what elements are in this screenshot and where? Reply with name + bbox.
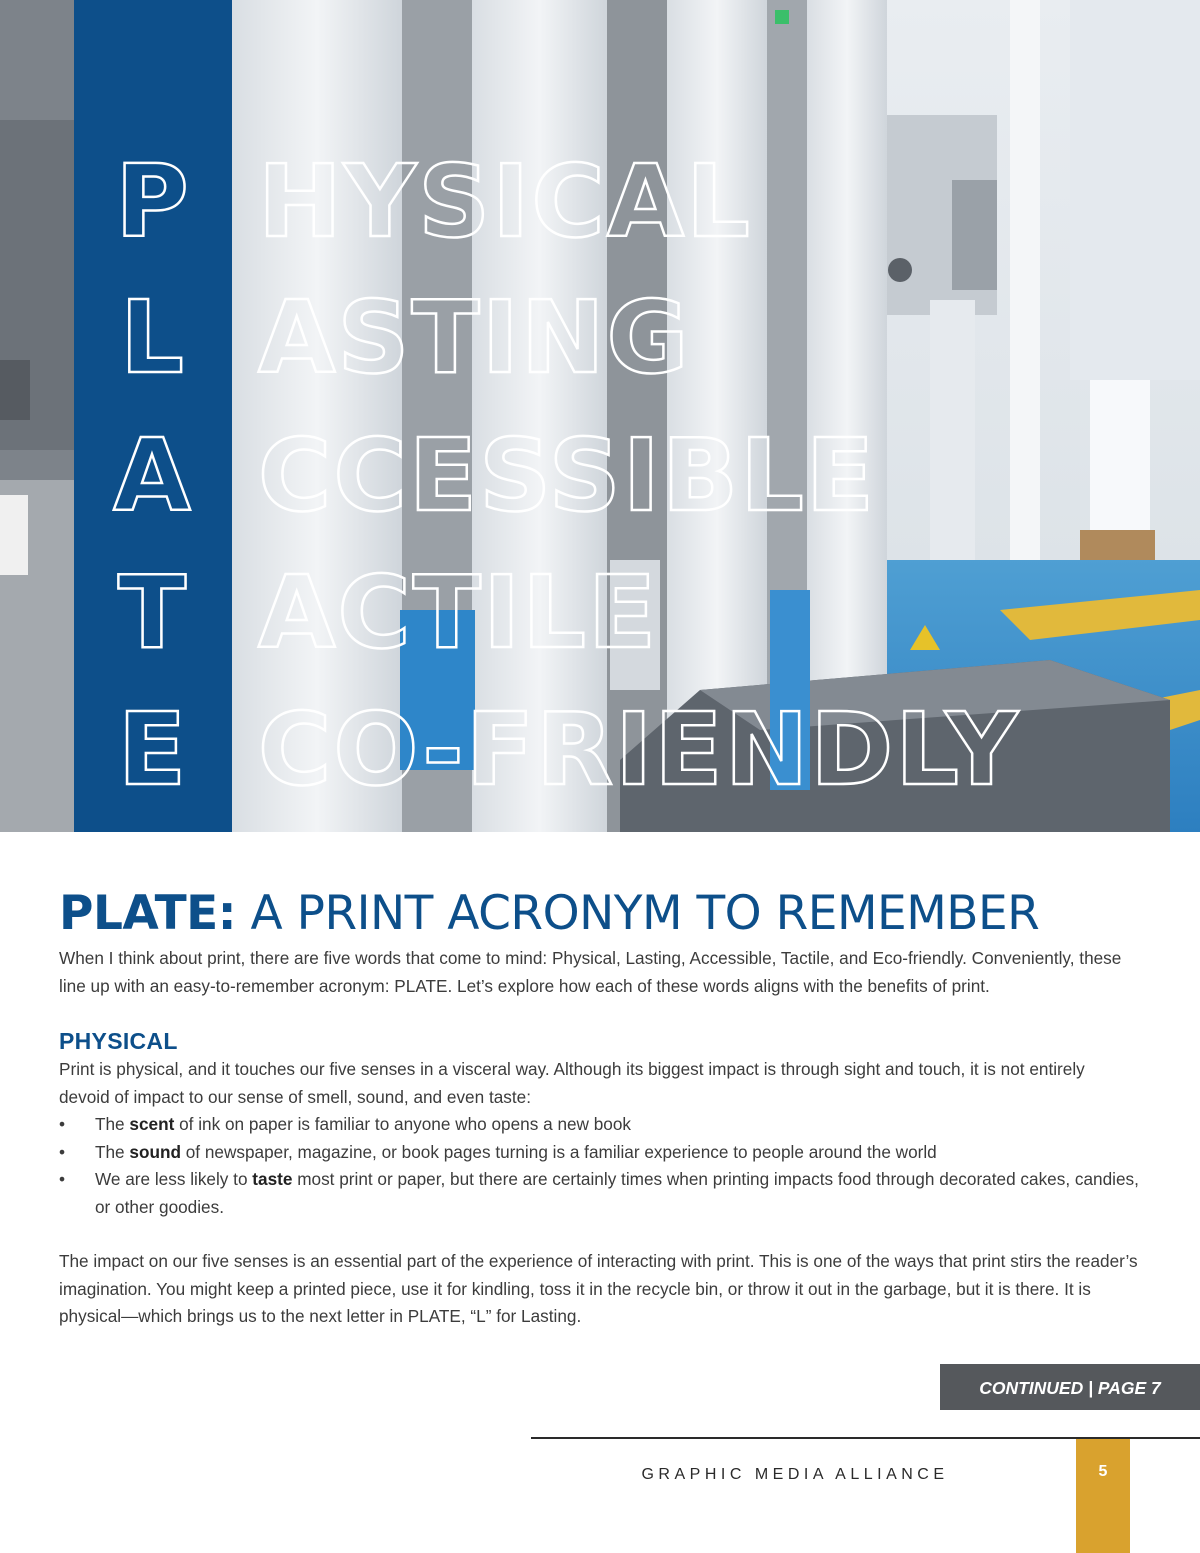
list-item-text: of ink on paper is familiar to anyone who opens a new book <box>174 1114 632 1134</box>
headline-acronym: PLATE: <box>59 886 237 941</box>
list-item-text: The <box>95 1141 130 1162</box>
bullet-icon: • <box>59 1141 66 1162</box>
section-intro-paragraph: Print is physical, and it touches our five senses in a visceral way. Although its biggest impact is through sight and touch, it is not entirely devoid of impact to our sense of smell, sound, and even taste: <box>59 1059 1085 1107</box>
acronym-row-tactile <box>0 553 1200 673</box>
acronym-word: HYSICAL <box>258 143 752 260</box>
acronym-word: ACTILE <box>258 554 659 671</box>
senses-list <box>59 1111 1139 1221</box>
list-item <box>59 1111 1139 1139</box>
acronym-row-eco-friendly <box>0 690 1200 810</box>
page-number: 5 <box>1098 1463 1108 1480</box>
acronym-letter: E <box>117 691 189 808</box>
acronym-letter: L <box>120 279 186 396</box>
acronym-word: CCESSIBLE <box>258 417 877 534</box>
article-headline <box>59 883 1139 945</box>
list-item-emphasis: taste <box>252 1169 293 1189</box>
acronym-row-lasting <box>0 278 1200 398</box>
list-item <box>59 1166 1139 1221</box>
acronym-row-accessible <box>0 416 1200 536</box>
acronym-word: ASTING <box>258 279 691 396</box>
acronym-letter: T <box>117 554 189 671</box>
acronym-word: CO-FRIENDLY <box>258 691 1020 808</box>
article-body <box>59 883 1139 1331</box>
publisher-name: GRAPHIC MEDIA ALLIANCE <box>641 1466 949 1483</box>
intro-paragraph: When I think about print, there are five words that come to mind: Physical, Lasting, Accessible, Tactile, and Eco-friendly. Conveniently, these line up with an easy-to-remember acronym: PLATE. Let’s explore how each of these words aligns with the benefits of print. <box>59 948 1122 996</box>
continued-link[interactable]: CONTINUED | PAGE 7 <box>940 1364 1200 1410</box>
page-number-tab <box>1076 1439 1130 1553</box>
list-item-text: The <box>95 1114 130 1134</box>
acronym-letter: P <box>115 143 191 260</box>
bullet-icon: • <box>59 1114 66 1134</box>
list-item <box>59 1139 1139 1167</box>
closing-paragraph: The impact on our five senses is an essential part of the experience of interacting with print. This is one of the ways that print stirs the reader’s imagination. You might keep a printed piece, use it for kindling, toss it in the recycle bin, or throw it out in the garbage, but it is there. It is physical—which brings us to the next letter in PLATE, “L” for Lasting. <box>59 1251 1138 1326</box>
list-item-text: of newspaper, magazine, or book pages turning is a familiar experience to people around the world <box>180 1141 937 1162</box>
acronym-row-physical <box>0 142 1200 262</box>
list-item-emphasis: scent <box>129 1114 175 1134</box>
section-heading-physical: PHYSICAL <box>59 1028 178 1054</box>
acronym-letter: A <box>113 417 193 534</box>
headline-text: A PRINT ACRONYM TO REMEMBER <box>236 886 1040 941</box>
bullet-icon: • <box>59 1169 66 1189</box>
list-item-text: We are less likely to <box>95 1169 253 1189</box>
list-item-emphasis: sound <box>129 1141 181 1162</box>
list-item-text: most print or paper, but there are certainly times when printing impacts food through decorated cakes, candies, or other goodies. <box>95 1169 1139 1217</box>
